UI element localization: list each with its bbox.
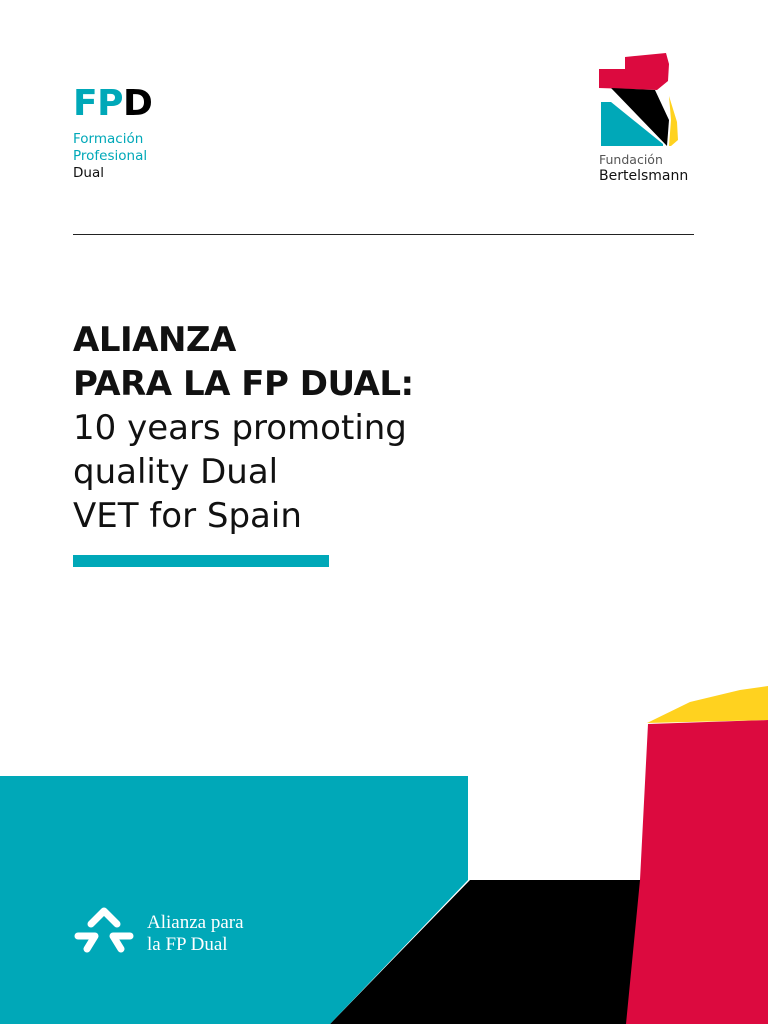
fpd-line-profesional: Profesional [73, 148, 148, 164]
bertelsmann-line-fundacion: Fundación [599, 152, 663, 167]
title-accent-bar [73, 555, 329, 567]
title-line-para-la-fp-dual: PARA LA FP DUAL: [73, 364, 414, 404]
alianza-text [147, 912, 244, 956]
decorative-shapes [0, 680, 768, 1024]
header-divider [73, 234, 694, 235]
title-line-10-years: 10 years promoting [73, 408, 407, 448]
fpd-line-dual: Dual [73, 165, 104, 181]
red-shape [626, 720, 768, 1024]
alianza-arrows-icon [73, 906, 135, 954]
fpd-mark [73, 83, 153, 124]
fpd-mark-d: D [122, 83, 153, 124]
document-title [73, 318, 543, 538]
fpd-mark-fp: FP [73, 83, 123, 124]
bertelsmann-line-bertelsmann: Bertelsmann [599, 168, 689, 184]
alianza-line1: Alianza para [147, 912, 244, 933]
title-line-quality-dual: quality Dual [73, 452, 279, 492]
alianza-line2: la FP Dual [147, 934, 228, 955]
yellow-shape [647, 686, 768, 723]
bertelsmann-mark-icon [597, 52, 683, 148]
title-line-alianza: ALIANZA [73, 320, 236, 360]
fpd-logo [73, 83, 153, 182]
bertelsmann-text [599, 152, 688, 184]
title-line-vet-for-spain: VET for Spain [73, 496, 302, 536]
fpd-line-formacion: Formación [73, 131, 144, 147]
